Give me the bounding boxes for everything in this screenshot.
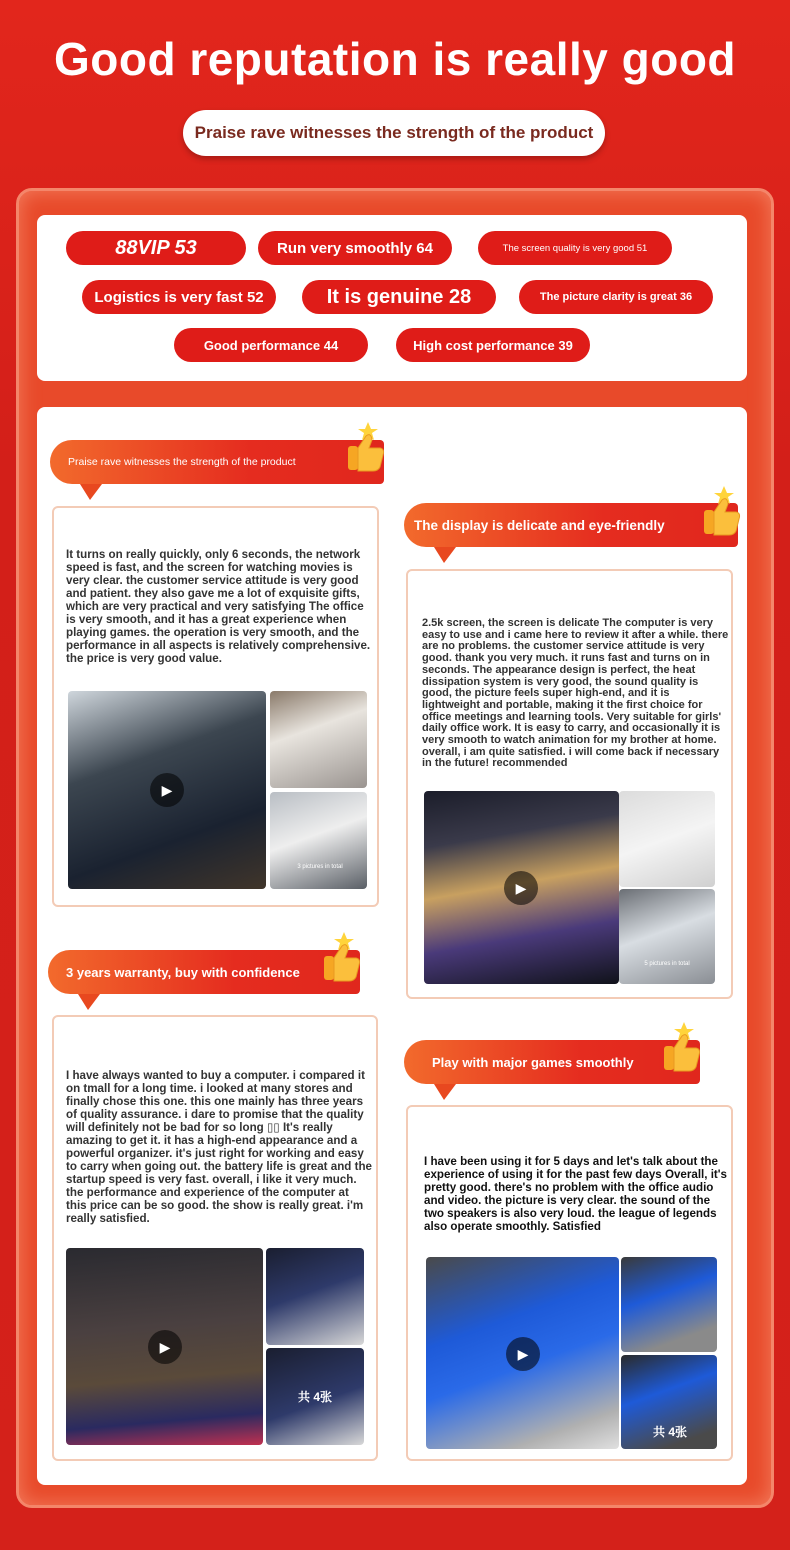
banner-notch (80, 484, 102, 500)
play-icon[interactable]: ▶ (506, 1337, 540, 1371)
review-banner-label: The display is delicate and eye-friendly (414, 517, 665, 533)
review-banner-label: Play with major games smoothly (432, 1054, 634, 1070)
review-video-thumb[interactable] (426, 1257, 619, 1449)
photo-count: 3 pictures in total (297, 864, 343, 870)
thumbs-up-icon (338, 420, 386, 476)
subtitle-pill: Praise rave witnesses the strength of the product (183, 110, 605, 156)
review-photo[interactable] (619, 889, 715, 984)
review-tag[interactable]: The picture clarity is great 36 (519, 280, 713, 314)
thumbs-up-icon (654, 1020, 702, 1076)
review-photo[interactable] (270, 691, 367, 788)
review-text: It turns on really quickly, only 6 seconds, the network speed is fast, and the screen for watching movies is very clear. the customer service attitude is very good and patient. they also gave me a lot of exquisite gifts, which are very practical and very satisfying The office is very smooth, and it has a great experience when playing games. the operation is very smooth, and the performance in all aspects is relatively comprehensive. the price is very good value. (66, 548, 371, 665)
banner-notch (434, 547, 456, 563)
review-photo[interactable] (266, 1348, 364, 1445)
play-icon[interactable]: ▶ (148, 1330, 182, 1364)
photo-count: 共 4张 (652, 1425, 687, 1439)
page-title: Good reputation is really good (53, 33, 737, 85)
review-card (406, 569, 733, 999)
review-tag[interactable]: Run very smoothly 64 (258, 231, 452, 265)
review-text: I have always wanted to buy a computer. i compared it on tmall for a long time. i looked at many stores and finally chose this one. this one mainly has three years of quality assurance. i dare to promise that the quality will definitely not be bad for so long ▯▯ It's really amazing to get it. it has a high-end appearance and a powerful organizer. it's just right for working and easy to carry when going out. the battery life is great and the startup speed is very fast. overall, i like it very much. the performance and experience of the computer at this price can be so good. the show is really great. i'm really satisfied. (66, 1069, 372, 1225)
review-tag[interactable]: It is genuine 28 (302, 280, 496, 314)
review-card (406, 1105, 733, 1461)
review-photo[interactable] (266, 1248, 364, 1345)
review-banner (50, 440, 384, 484)
review-tag[interactable]: High cost performance 39 (396, 328, 590, 362)
review-tag[interactable]: 88VIP 53 (66, 231, 246, 265)
review-tag[interactable]: Good performance 44 (174, 328, 368, 362)
review-photo[interactable] (621, 1355, 717, 1449)
review-tag[interactable]: Logistics is very fast 52 (82, 280, 276, 314)
play-icon[interactable]: ▶ (504, 871, 538, 905)
review-video-thumb[interactable] (66, 1248, 263, 1445)
review-tag[interactable]: The screen quality is very good 51 (478, 231, 672, 265)
photo-count: 5 pictures in total (644, 961, 690, 967)
review-tags-panel (37, 215, 747, 381)
review-photo[interactable] (621, 1257, 717, 1352)
review-video-thumb[interactable] (68, 691, 266, 889)
review-photo[interactable] (270, 792, 367, 889)
review-text: 2.5k screen, the screen is delicate The computer is very easy to use and i came here to review it after a while. there are no problems. the customer service attitude is very good. thank you very much. it runs fast and turns on in seconds. The appearance design is perfect, the heat dissipation system is very good, the sound quality is good, the picture feels super high-end, and it is lightweight and portable, making it the first choice for office meetings and learning tools. Very suitable for girls' daily office work. It is easy to carry, and occasionally it is very smooth to watch animation for my brother at home. overall, i am quite satisfied. i will come back if necessary in the future! recommended (422, 617, 729, 770)
review-text: I have been using it for 5 days and let's talk about the experience of using it for the past few days Overall, it's pretty good. there's no problem with the office audio and video. the picture is very clear. the sound of the two speakers is also very loud. the league of legends also operate smoothly. Satisfied (424, 1155, 727, 1233)
play-icon[interactable]: ▶ (150, 773, 184, 807)
review-card (52, 506, 379, 907)
banner-notch (78, 994, 100, 1010)
banner-notch (434, 1084, 456, 1100)
photo-count: 共 4张 (297, 1390, 332, 1404)
review-video-thumb[interactable] (424, 791, 619, 984)
review-photo[interactable] (619, 791, 715, 887)
review-banner (404, 503, 738, 547)
review-banner-label: Praise rave witnesses the strength of the product (68, 456, 296, 468)
review-card (52, 1015, 378, 1461)
thumbs-up-icon (314, 930, 362, 986)
review-banner-label: 3 years warranty, buy with confidence (66, 964, 300, 980)
thumbs-up-icon (694, 484, 742, 540)
